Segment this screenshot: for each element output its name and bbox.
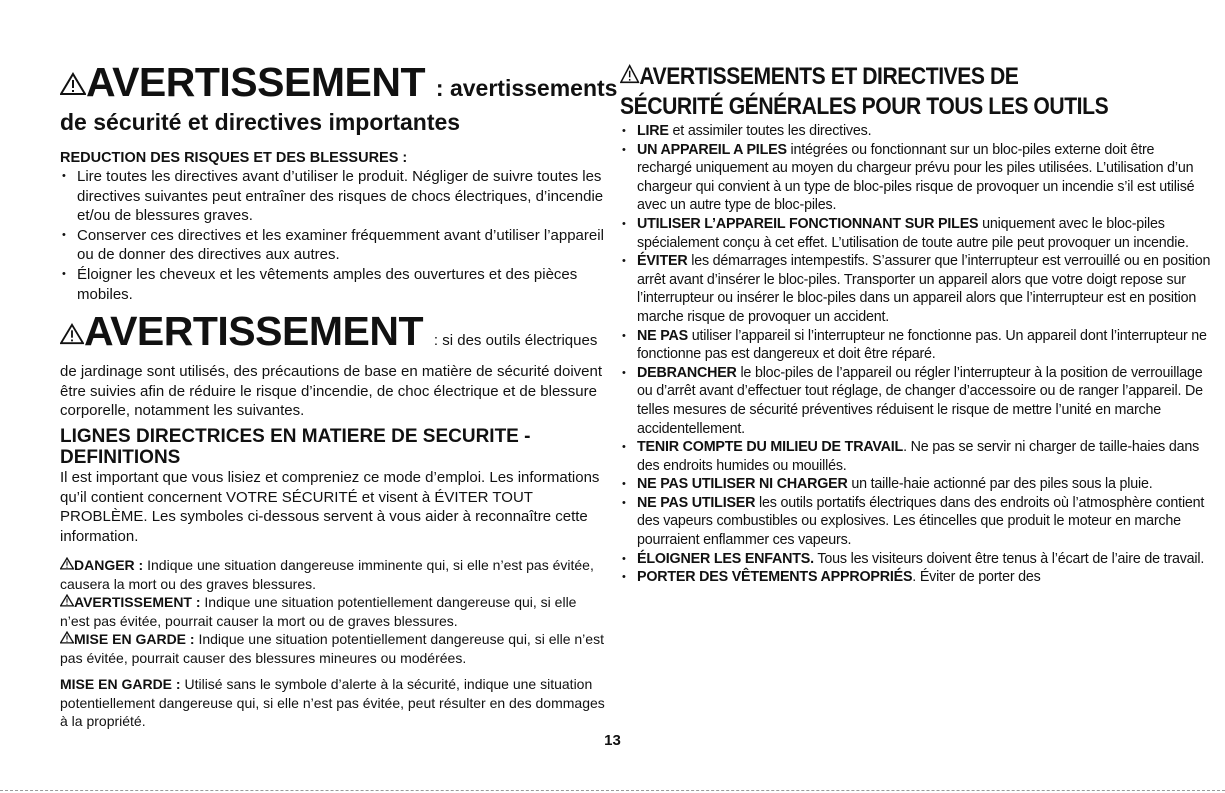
section1-heading: REDUCTION DES RISQUES ET DES BLESSURES : <box>60 150 408 166</box>
page-number: 13 <box>604 732 621 749</box>
definition-text: Indique une situation dangereuse imminente qui, si elle n’est pas évitée, causera la mort ou des graves blessures. <box>60 557 594 592</box>
warning-triangle-icon <box>60 631 74 644</box>
warning2-main: AVERTISSEMENT <box>84 308 423 355</box>
list-item: • ÉLOIGNER LES ENFANTS. Tous les visiteurs doivent être tenus à l’écart de l’aire de travail. <box>620 550 1212 569</box>
list-item: • PORTER DES VÊTEMENTS APPROPRIÉS. Éviter de porter des <box>620 568 1212 587</box>
list-item: • ÉVITER les démarrages intempestifs. S’assurer que l’interrupteur est verrouillé ou en position arrêt avant d’insérer le bloc-piles. Transporter un appareil alors que votre doigt repose sur l’interrupteur ou insérer le bloc-piles dans un appareil alors que l’interrupteur est en position marche risque de provoquer un accident. <box>620 252 1212 326</box>
definition-caution <box>60 630 608 667</box>
definition-text: Utilisé sans le symbole d’alerte à la sécurité, indique une situation potentiellement dangereuse qui, si elle n’est pas évitée, peut résulter en des dommages à la propriété. <box>60 676 605 730</box>
definition-danger <box>60 556 608 593</box>
warning-triangle-icon <box>60 557 74 570</box>
page-divider <box>0 790 1225 791</box>
warning2-title <box>60 310 608 362</box>
definition-warning <box>60 593 608 630</box>
list-item: • Lire toutes les directives avant d’utiliser le produit. Négliger de suivre toutes les directives suivantes peut entraîner des risques de chocs électriques, d’incendie et/ou de blessures graves. <box>60 167 608 226</box>
definition-label: AVERTISSEMENT : <box>74 594 201 611</box>
warning-title-tail: : avertissements <box>435 75 618 101</box>
definition-label: DANGER : <box>74 557 144 574</box>
list-item: • DEBRANCHER le bloc-piles de l’appareil ou régler l’interrupteur à la position de verrouillage ou d’arrêt avant d’effectuer tout réglage, de changer d’accessoire ou de ranger l’appareil. De telles mesures de sécurité préventives réduisent le risque de mettre l’unité en marche accidentellement. <box>620 364 1212 438</box>
list-item: • Conserver ces directives et les examiner fréquemment avant d’utiliser l’appareil ou de donner des directives aux autres. <box>60 226 608 265</box>
right-heading-line2: SÉCURITÉ GÉNÉRALES POUR TOUS LES OUTILS <box>620 93 1109 120</box>
list-item: • UTILISER L’APPAREIL FONCTIONNANT SUR PILES uniquement avec le bloc-piles spécialement conçu à cet effet. L’utilisation de toute autre pile peut provoquer un incendie. <box>620 215 1212 252</box>
list-item: • Éloigner les cheveux et les vêtements amples des ouvertures et des pièces mobiles. <box>60 265 608 304</box>
right-column <box>620 62 1212 587</box>
caution-no-symbol <box>60 675 608 731</box>
warning-triangle-icon <box>60 72 86 96</box>
list-item: • NE PAS utiliser l’appareil si l’interrupteur ne fonctionne pas. Un appareil dont l’interrupteur ne fonctionne pas est dangereux et doit être réparé. <box>620 327 1212 364</box>
definition-text: Indique une situation potentiellement dangereuse qui, si elle n’est pas évitée, pourrait causer des blessures mineures ou modérées. <box>60 631 604 666</box>
section1-list <box>60 167 608 304</box>
warning-triangle-icon <box>60 323 84 345</box>
section2-text: Il est important que vous lisiez et compreniez ce mode d’emploi. Les informations qu’il contient concernent VOTRE SÉCURITÉ et visent à ÉVITER TOUT PROBLÈME. Les symboles ci-dessous servent à vous aider à reconnaître cette information. <box>60 468 600 545</box>
warning-triangle-icon <box>60 594 74 607</box>
definition-text: Indique une situation potentiellement dangereuse qui, si elle n’est pas évitée, pourrait causer la mort ou de graves blessures. <box>60 594 577 629</box>
warning-triangle-icon <box>620 64 639 84</box>
list-item: • LIRE et assimiler toutes les directives. <box>620 122 1212 141</box>
section2-heading: LIGNES DIRECTRICES EN MATIERE DE SECURITE - DEFINITIONS <box>60 425 531 468</box>
warning-title-main: AVERTISSEMENT <box>86 59 425 105</box>
warning-subtitle: de sécurité et directives importantes <box>60 109 461 135</box>
list-item: • UN APPAREIL A PILES intégrées ou fonctionnant sur un bloc-piles externe doit être rechargé uniquement au moyen du chargeur prévu pour les piles utilisées. L’utilisation d’un chargeur qui convient à un type de bloc-piles risque de provoquer un incendie s’il est utilisé avec un autre type de bloc-piles. <box>620 141 1212 215</box>
list-item: • NE PAS UTILISER NI CHARGER un taille-haie actionné par des piles sous la pluie. <box>620 475 1212 494</box>
definition-label: MISE EN GARDE : <box>74 631 195 648</box>
left-column <box>60 59 618 731</box>
definition-label: MISE EN GARDE : <box>60 676 181 693</box>
list-item: • TENIR COMPTE DU MILIEU DE TRAVAIL. Ne pas se servir ni charger de taille-haies dans des endroits humides ou mouillés. <box>620 438 1212 475</box>
general-safety-list <box>620 122 1212 587</box>
warning2-tail: : si des outils électriques <box>433 332 598 350</box>
warning2-text: de jardinage sont utilisés, des précautions de base en matière de sécurité doivent être suivies afin de réduire le risque d’incendie, de choc électrique et de blessure corporelle, notamment les suivantes. <box>60 363 602 420</box>
right-heading-line1: AVERTISSEMENTS ET DIRECTIVES DE <box>620 62 1141 92</box>
warning-title <box>60 59 618 108</box>
list-item: • NE PAS UTILISER les outils portatifs électriques dans des endroits où l’atmosphère contient des vapeurs combustibles ou explosives. Les étincelles que produit le moteur en marche pourraient enflammer ces vapeurs. <box>620 494 1212 550</box>
